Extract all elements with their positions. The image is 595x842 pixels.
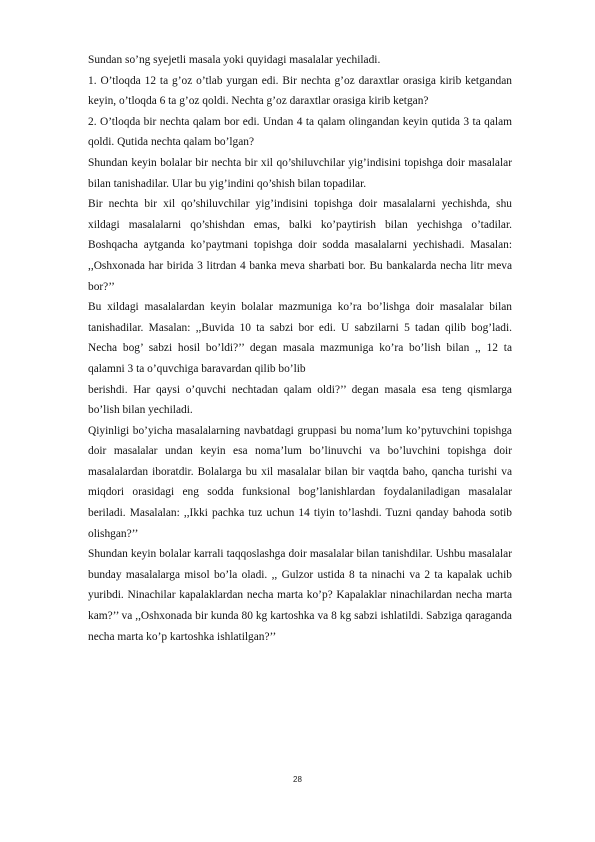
paragraph-problem-2: 2. O’tloqda bir nechta qalam bor edi. Undan 4 ta qalam olingandan keyin qutida 3 ta qalam qoldi. Qutida nechta qalam bo’lgan? (88, 115, 512, 149)
paragraph-intro: Sundan so’ng syejetli masala yoki quyidagi masalalar yechiladi. (88, 54, 381, 66)
paragraph-sum-intro: Shundan keyin bolalar bir nechta bir xil qo’shiluvchilar yig’indisini topishga doir masalalar bilan tanishadilar. Ular bu yig’indini qo’shish bilan topadilar. (88, 156, 512, 190)
paragraph-multiple-comparison: Shundan keyin bolalar karrali taqqoslashga doir masalalar bilan tanishdilar. Ushbu masalalar bunday masalalarga misol bo’la oladi. ,, Gulzor ustida 8 ta ninachi va 2 ta kapalak uchib yuribdi. Ninachilar kapalaklardan necha marta ko’p? Kapalaklar ninachilardan necha marta kam?’’ va ,,Oshxonada bir kunda 80 kg kartoshka va 8 kg sabzi ishlatildi. Sabziga qaraganda necha marta ko’p kartoshka ishlatilgan?’’ (88, 548, 512, 643)
paragraph-unknown-factor: Qiyinligi bo’yicha masalalarning navbatdagi gruppasi bu noma’lum ko’pytuvchini topishga doir masalalar undan keyin esa noma’lum bo’linuvchi va bo’luvchini topishga doir masalalardan iboratdir. Bolalarga bu xil masalalar bilan bir vaqtda baho, qancha turishi va miqdori orasidagi eng sodda funksional bog’lanishlardan foydalaniladigan masalalar beriladi. Masalalan: ,,Ikki pachka tuz uchun 14 tiyin to’lashdi. Tuzni qanday bahoda sotib olishgan?’’ (88, 424, 512, 540)
paragraph-division-continued: berishdi. Har qaysi o’quvchi nechtadan qalam oldi?’’ degan masala esa teng qismlarga bo’lish bilan yechiladi. (88, 383, 512, 417)
paragraph-multiplication: Bir nechta bir xil qo’shiluvchilar yig’indisini topishga doir masalalarni yechishda, shu xildagi masalalarni qo’shishdan emas, balki ko’paytirish bilan yechishga o’tadilar. Boshqacha aytganda ko’paytmani topishga doir sodda masalalarni yechishadi. Masalan: ,,Oshxonada har birida 3 litrdan 4 banka meva sharbati bor. Bu bankalarda necha litr meva bor?’’ (88, 198, 512, 293)
paragraph-division: Bu xildagi masalalardan keyin bolalar mazmuniga ko’ra bo’lishga doir masalalar bilan tanishadilar. Masalan: ,,Buvida 10 ta sabzi bor edi. U sabzilarni 5 tadan qilib bog’ladi. Necha bog’ sabzi hosil bo’ldi?’’ degan masala mazmuniga ko’ra bo’lish bilan ,, 12 ta qalamni 3 ta o’quvchiga baravardan qilib bo’lib (88, 301, 512, 375)
page-number: 28 (293, 775, 302, 784)
page-body (88, 50, 512, 647)
paragraph-problem-1: 1. O’tloqda 12 ta g’oz o’tlab yurgan edi. Bir nechta g’oz daraxtlar orasiga kirib ketgandan keyin, o’tloqda 6 ta g’oz qoldi. Nechta g’oz daraxtlar orasiga kirib ketgan? (88, 74, 512, 108)
